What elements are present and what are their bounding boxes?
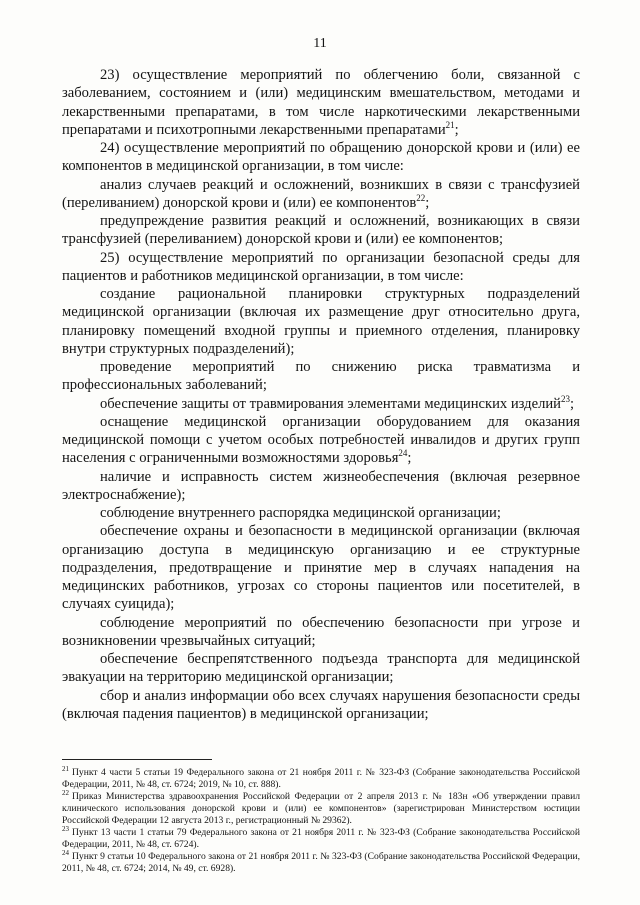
list-item: соблюдение внутреннего распорядка медицинской организации; xyxy=(100,505,501,521)
list-item: проведение мероприятий по снижению риска травматизма и профессиональных заболеваний; xyxy=(62,359,580,394)
body-text xyxy=(62,66,580,723)
list-item: предупреждение развития реакций и осложнений, возникающих в связи трансфузией (переливанием) донорской крови и (или) ее компонентов; xyxy=(62,213,580,248)
list-item: 23) осуществление мероприятий по облегчению боли, связанной с заболеванием, состоянием и (или) медицинским вмешательством, методами и лекарственными препаратами, в том числе наркотическими лекарственными препаратами и психотропными лекарственными препаратами$^{21}$; xyxy=(62,67,580,138)
list-item: оснащение медицинской организации оборудованием для оказания медицинской помощи с учетом особых потребностей инвалидов и других групп населения с ограниченными возможностями здоровья$^{24}$; xyxy=(62,413,580,467)
list-item: обеспечение защиты от травмирования элементами медицинских изделий$^{23}$; xyxy=(100,393,575,412)
list-item: соблюдение мероприятий по обеспечению безопасности при угрозе и возникновении чрезвычайных ситуаций; xyxy=(62,614,580,649)
list-item: наличие и исправность систем жизнеобеспечения (включая резервное электроснабжение); xyxy=(62,468,580,503)
footnotes xyxy=(62,764,580,875)
list-item: сбор и анализ информации обо всех случаях нарушения безопасности среды (включая падения пациентов) в медицинской организации; xyxy=(62,687,580,722)
footnote-ref: 23 xyxy=(561,393,570,404)
list-item: 24) осуществление мероприятий по обращению донорской крови и (или) ее компонентов в медицинской организации, в том числе: xyxy=(62,140,580,175)
page-number: 11 xyxy=(313,36,327,51)
footnote: $^{21}$ Пункт 4 части 5 статьи 19 Федерального закона от 21 ноября 2011 г. № 323-ФЗ (Собрание законодательства Российской Федерации, 2011, № 48, ст. 6724; 2019, № 10, ст. 888). xyxy=(62,764,580,790)
list-item: обеспечение охраны и безопасности в медицинской организации (включая организацию доступа в медицинскую организацию и ее структурные подразделения, предотвращение и принятие мер в случаях нападения на медицинских работников, угрозах со стороны пациентов или посетителей, в случаях суицида); xyxy=(62,523,580,613)
footnote-ref: 21 xyxy=(445,119,455,130)
footnote-ref: 24 xyxy=(398,448,408,459)
footnote: $^{22}$ Приказ Министерства здравоохранения Российской Федерации от 2 апреля 2013 г. № 183н «Об утверждении правил клинического использования донорской крови и (или) ее компонентов» (зарегистрирован Министерством юстиции Российской Федерации 12 августа 2013 г., регистрационный № 29362). xyxy=(62,788,580,826)
list-item: обеспечение беспрепятственного подъезда транспорта для медицинской эвакуации на территорию медицинской организации; xyxy=(62,651,580,686)
list-item: создание рациональной планировки структурных подразделений медицинской организации (включая их размещение друг относительно друга, планировку помещений входной группы и приемного отделения, планировку внутри структурных подразделений); xyxy=(62,286,580,357)
footnote-ref: 22 xyxy=(416,192,426,203)
list-item: анализ случаев реакций и осложнений, возникших в связи с трансфузией (переливанием) донорской крови и (или) ее компонентов$^{22}$; xyxy=(62,176,580,211)
footnote: $^{23}$ Пункт 13 части 1 статьи 79 Федерального закона от 21 ноября 2011 г. № 323-ФЗ (Собрание законодательства Российской Федерации, 2011, № 48, ст. 6724). xyxy=(62,824,580,850)
footnote-divider xyxy=(62,759,212,760)
list-item: 25) осуществление мероприятий по организации безопасной среды для пациентов и работников медицинской организации, в том числе: xyxy=(62,249,580,284)
footnote: $^{24}$ Пункт 9 статьи 10 Федерального закона от 21 ноября 2011 г. № 323-ФЗ (Собрание законодательства Российской Федерации, 2011, № 48, ст. 6724; 2014, № 49, ст. 6928). xyxy=(62,848,580,874)
